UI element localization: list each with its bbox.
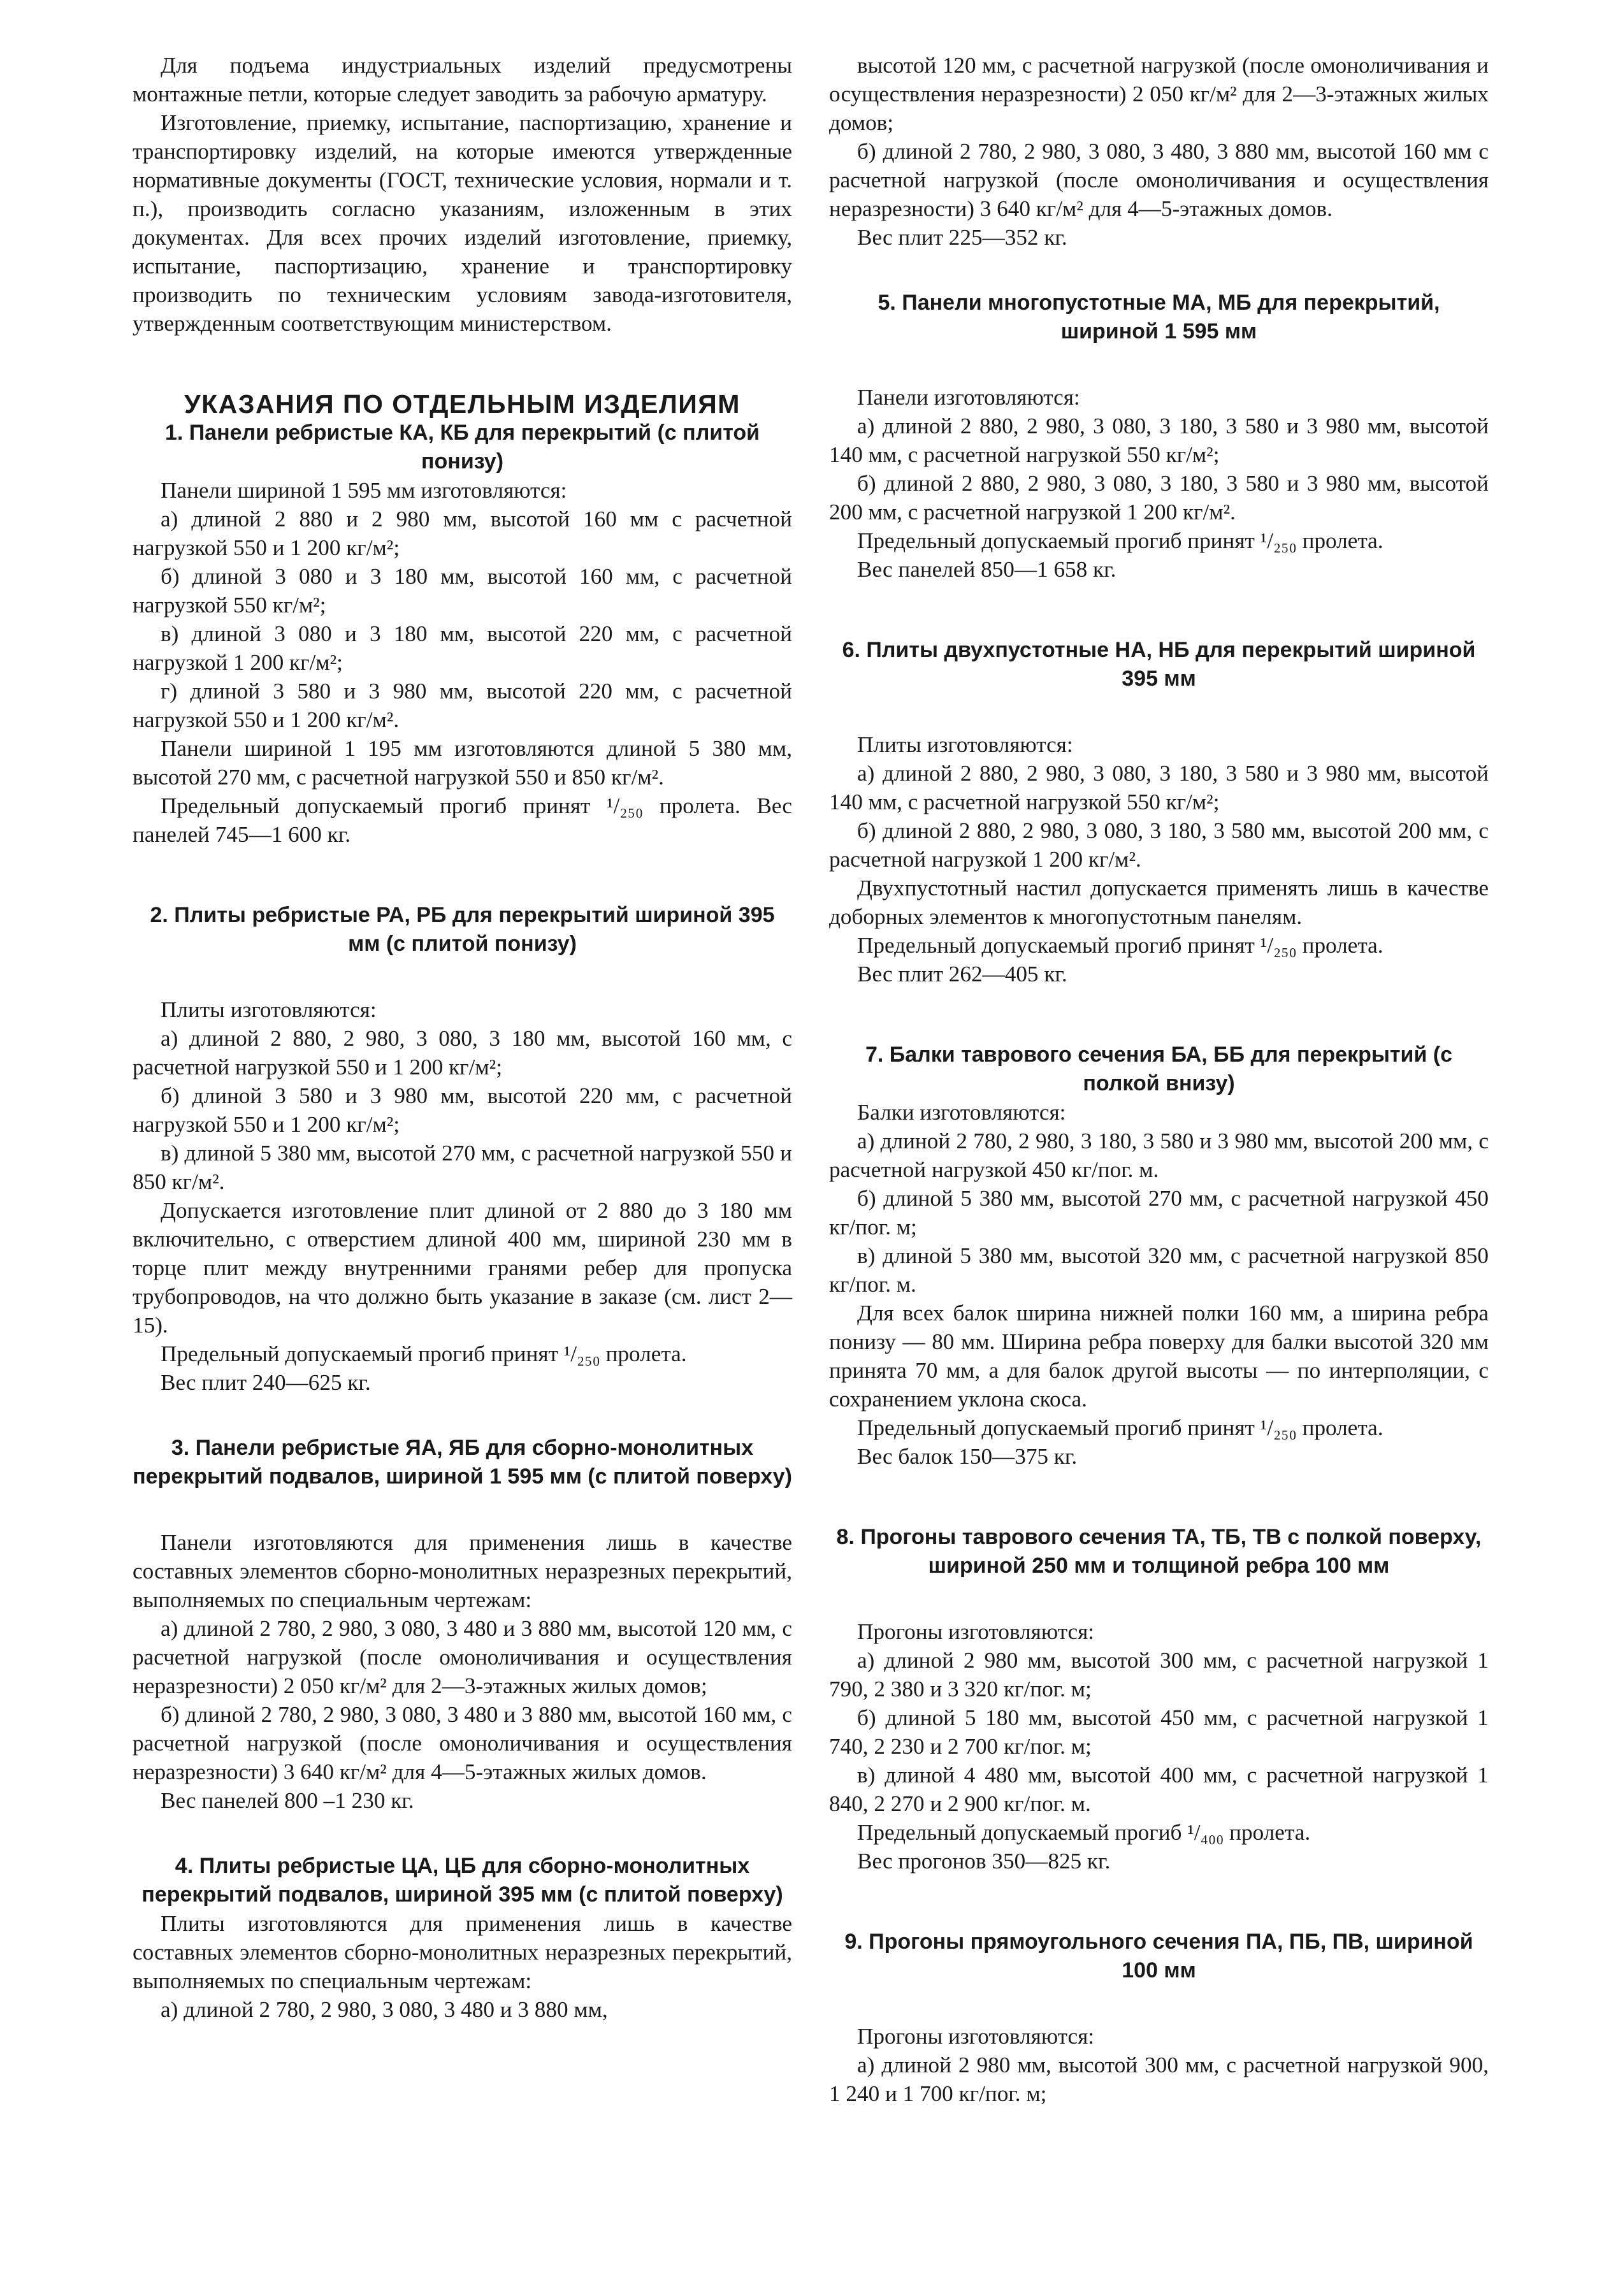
paragraph: б) длиной 2 880, 2 980, 3 080, 3 180, 3 580 и 3 980 мм, высотой 200 мм, с расчетной нагрузкой 1 200 кг/м². <box>829 471 1489 524</box>
paragraph: Прогоны изготовляются: <box>857 1619 1095 1644</box>
paragraph: Предельный допускаемый прогиб принят ¹/₂₅₀ пролета. <box>161 1341 687 1366</box>
spacer <box>829 988 1489 1041</box>
spacer <box>133 849 792 901</box>
paragraph: Для подъема индустриальных изделий предусмотрены монтажные петли, которые следует заводить за рабочую арматуру. <box>133 53 792 106</box>
paragraph: в) длиной 5 380 мм, высотой 270 мм, с расчетной нагрузкой 550 и 850 кг/м². <box>133 1141 792 1194</box>
paragraph: б) длиной 3 580 и 3 980 мм, высотой 220 мм, с расчетной нагрузкой 550 и 1 200 кг/м²; <box>133 1083 792 1137</box>
right-item-heading: 7. Балки таврового сечения БА, ББ для перекрытий (с полкой внизу) <box>865 1043 1453 1095</box>
paragraph: Вес плит 225—352 кг. <box>857 225 1067 250</box>
paragraph: в) длиной 3 080 и 3 180 мм, высотой 220 мм, с расчетной нагрузкой 1 200 кг/м²; <box>133 621 792 675</box>
paragraph: Вес балок 150—375 кг. <box>857 1444 1078 1469</box>
spacer <box>829 1580 1489 1617</box>
paragraph: Панели шириной 1 195 мм изготовляются длиной 5 380 мм, высотой 270 мм, с расчетной нагрузкой 550 и 850 кг/м². <box>133 736 792 790</box>
paragraph: а) длиной 2 780, 2 980, 3 080, 3 480 и 3 880 мм, высотой 120 мм, с расчетной нагрузкой (после омоноличивания и осуществления неразрезности) 2 050 кг/м² для 2—3-этажных жилых домов; <box>133 1616 792 1698</box>
paragraph: Панели изготовляются для применения лишь в качестве составных элементов сборно-монолитных неразрезных перекрытий, выполняемых по специальным чертежам: <box>133 1530 792 1612</box>
paragraph: Плиты изготовляются: <box>857 732 1073 757</box>
paragraph: Предельный допускаемый прогиб принят ¹/₂₅₀ пролета. <box>857 1415 1383 1440</box>
section-heading: УКАЗАНИЯ ПО ОТДЕЛЬНЫМ ИЗДЕЛИЯМ <box>184 389 740 419</box>
paragraph: б) длиной 2 780, 2 980, 3 080, 3 480 и 3 880 мм, высотой 160 мм, с расчетной нагрузкой (после омоноличивания и осуществления неразрезности) 3 640 кг/м² для 4—5-этажных жилых домов. <box>133 1702 792 1784</box>
spacer <box>829 1471 1489 1523</box>
spacer <box>829 1985 1489 2022</box>
paragraph: Плиты изготовляются: <box>161 997 377 1022</box>
left-item-heading: 4. Плиты ребристые ЦА, ЦБ для сборно-монолитных перекрытий подвалов, шириной 395 мм (с плитой поверху) <box>141 1854 783 1907</box>
paragraph: Вес панелей 800 –1 230 кг. <box>161 1788 414 1813</box>
paragraph: Предельный допускаемый прогиб принят ¹/₂₅₀ пролета. Вес панелей 745—1 600 кг. <box>133 793 792 847</box>
paragraph: Балки изготовляются: <box>857 1100 1066 1125</box>
paragraph: в) длиной 5 380 мм, высотой 320 мм, с расчетной нагрузкой 850 кг/пог. м. <box>829 1243 1489 1297</box>
paragraph: а) длиной 2 980 мм, высотой 300 мм, с расчетной нагрузкой 1 790, 2 380 и 3 320 кг/пог. м; <box>829 1648 1489 1701</box>
paragraph: б) длиной 2 880, 2 980, 3 080, 3 180, 3 580 мм, высотой 200 мм, с расчетной нагрузкой 1 200 кг/м². <box>829 818 1489 872</box>
paragraph: а) длиной 2 780, 2 980, 3 080, 3 480 и 3 880 мм, <box>161 1997 608 2022</box>
paragraph: б) длиной 3 080 и 3 180 мм, высотой 160 мм, с расчетной нагрузкой 550 кг/м²; <box>133 564 792 617</box>
right-item-heading: 6. Плиты двухпустотные НА, НБ для перекрытий шириной 395 мм <box>842 638 1476 691</box>
paragraph: высотой 120 мм, с расчетной нагрузкой (после омоноличивания и осуществления неразрезности) 2 050 кг/м² для 2—3-этажных жилых домов; <box>829 53 1489 135</box>
paragraph: б) длиной 2 780, 2 980, 3 080, 3 480, 3 880 мм, высотой 160 мм с расчетной нагрузкой (после омоноличивания и осуществления неразрезности) 3 640 кг/м² для 4—5-этажных домов. <box>829 139 1489 221</box>
paragraph: Предельный допускаемый прогиб ¹/₄₀₀ пролета. <box>857 1820 1311 1845</box>
paragraph: а) длиной 2 880, 2 980, 3 080, 3 180, 3 580 и 3 980 мм, высотой 140 мм, с расчетной нагрузкой 550 кг/м²; <box>829 414 1489 467</box>
paragraph: Допускается изготовление плит длиной от 2 880 до 3 180 мм включительно, с отверстием длиной 400 мм, шириной 230 мм в торце плит между внутренними гранями ребер для пропуска трубопроводов, на что должно быть указание в заказе (см. лист 2—15). <box>133 1198 792 1338</box>
paragraph: а) длиной 2 880 и 2 980 мм, высотой 160 мм с расчетной нагрузкой 550 и 1 200 кг/м²; <box>133 507 792 560</box>
paragraph: в) длиной 4 480 мм, высотой 400 мм, с расчетной нагрузкой 1 840, 2 270 и 2 900 кг/пог. м. <box>829 1763 1489 1816</box>
left-item-heading: 1. Панели ребристые КА, КБ для перекрытий (с плитой понизу) <box>164 421 760 473</box>
spacer <box>133 1491 792 1528</box>
spacer <box>133 1815 792 1852</box>
left-item-heading: 2. Плиты ребристые РА, РБ для перекрытий шириной 395 мм (с плитой понизу) <box>150 903 775 956</box>
paragraph: Прогоны изготовляются: <box>857 2024 1095 2049</box>
spacer <box>133 338 792 390</box>
paragraph: б) длиной 5 380 мм, высотой 270 мм, с расчетной нагрузкой 450 кг/пог. м; <box>829 1186 1489 1239</box>
spacer <box>133 958 792 995</box>
paragraph: Вес плит 262—405 кг. <box>857 962 1067 986</box>
paragraph: а) длиной 2 780, 2 980, 3 180, 3 580 и 3 980 мм, высотой 200 мм, с расчетной нагрузкой 450 кг/пог. м. <box>829 1129 1489 1182</box>
paragraph: Изготовление, приемку, испытание, паспортизацию, хранение и транспортировку изделий, на которые имеются утвержденные нормативные документы (ГОСТ, технические условия, нормали и т. п.), производить согласно указаниям, изложенным в этих документах. Для всех прочих изделий изготовление, приемку, испытание, паспортизацию, хранение и транспортировку производить по техническим условиям завода-изготовителя, утвержденным соответствующим министерством. <box>133 110 792 336</box>
paragraph: г) длиной 3 580 и 3 980 мм, высотой 220 мм, с расчетной нагрузкой 550 и 1 200 кг/м². <box>133 679 792 732</box>
right-column <box>829 51 1489 2108</box>
paragraph: а) длиной 2 880, 2 980, 3 080, 3 180, 3 580 и 3 980 мм, высотой 140 мм, с расчетной нагрузкой 550 кг/м²; <box>829 761 1489 814</box>
paragraph: а) длиной 2 980 мм, высотой 300 мм, с расчетной нагрузкой 900, 1 240 и 1 700 кг/пог. м; <box>829 2053 1489 2106</box>
right-item-heading: 9. Прогоны прямоугольного сечения ПА, ПБ, ПВ, шириной 100 мм <box>844 1930 1473 1982</box>
left-item-heading: 3. Панели ребристые ЯА, ЯБ для сборно-монолитных перекрытий подвалов, шириной 1 595 мм (с плитой поверху) <box>133 1436 792 1489</box>
spacer <box>829 1875 1489 1928</box>
spacer <box>829 693 1489 730</box>
paragraph: Панели шириной 1 595 мм изготовляются: <box>161 478 567 503</box>
spacer <box>133 1397 792 1434</box>
paragraph: Плиты изготовляются для применения лишь в качестве составных элементов сборно-монолитных неразрезных перекрытий, выполняемых по специальным чертежам: <box>133 1911 792 1993</box>
paragraph: Для всех балок ширина нижней полки 160 мм, а ширина ребра понизу — 80 мм. Ширина ребра поверху для балки высотой 320 мм принята 70 мм, а для балок другой высоты — по интерполяции, с сохранением уклона скоса. <box>829 1301 1489 1412</box>
paragraph: Предельный допускаемый прогиб принят ¹/₂₅₀ пролета. <box>857 933 1383 958</box>
left-column <box>133 51 792 2024</box>
spacer <box>829 346 1489 383</box>
paragraph: Вес панелей 850—1 658 кг. <box>857 557 1116 582</box>
paragraph: Вес прогонов 350—825 кг. <box>857 1849 1111 1874</box>
paragraph: Вес плит 240—625 кг. <box>161 1370 371 1395</box>
right-item-heading: 5. Панели многопустотные МА, МБ для перекрытий, шириной 1 595 мм <box>878 291 1440 343</box>
paragraph: Предельный допускаемый прогиб принят ¹/₂₅₀ пролета. <box>857 528 1383 553</box>
paragraph: а) длиной 2 880, 2 980, 3 080, 3 180 мм, высотой 160 мм, с расчетной нагрузкой 550 и 1 200 кг/м²; <box>133 1026 792 1079</box>
right-item-heading: 8. Прогоны таврового сечения ТА, ТБ, ТВ с полкой поверху, шириной 250 мм и толщиной ребра 100 мм <box>836 1525 1482 1578</box>
spacer <box>829 252 1489 289</box>
paragraph: Двухпустотный настил допускается применять лишь в качестве доборных элементов к многопустотным панелям. <box>829 876 1489 929</box>
spacer <box>829 584 1489 636</box>
paragraph: Панели изготовляются: <box>857 385 1080 410</box>
paragraph: б) длиной 5 180 мм, высотой 450 мм, с расчетной нагрузкой 1 740, 2 230 и 2 700 кг/пог. м; <box>829 1705 1489 1759</box>
